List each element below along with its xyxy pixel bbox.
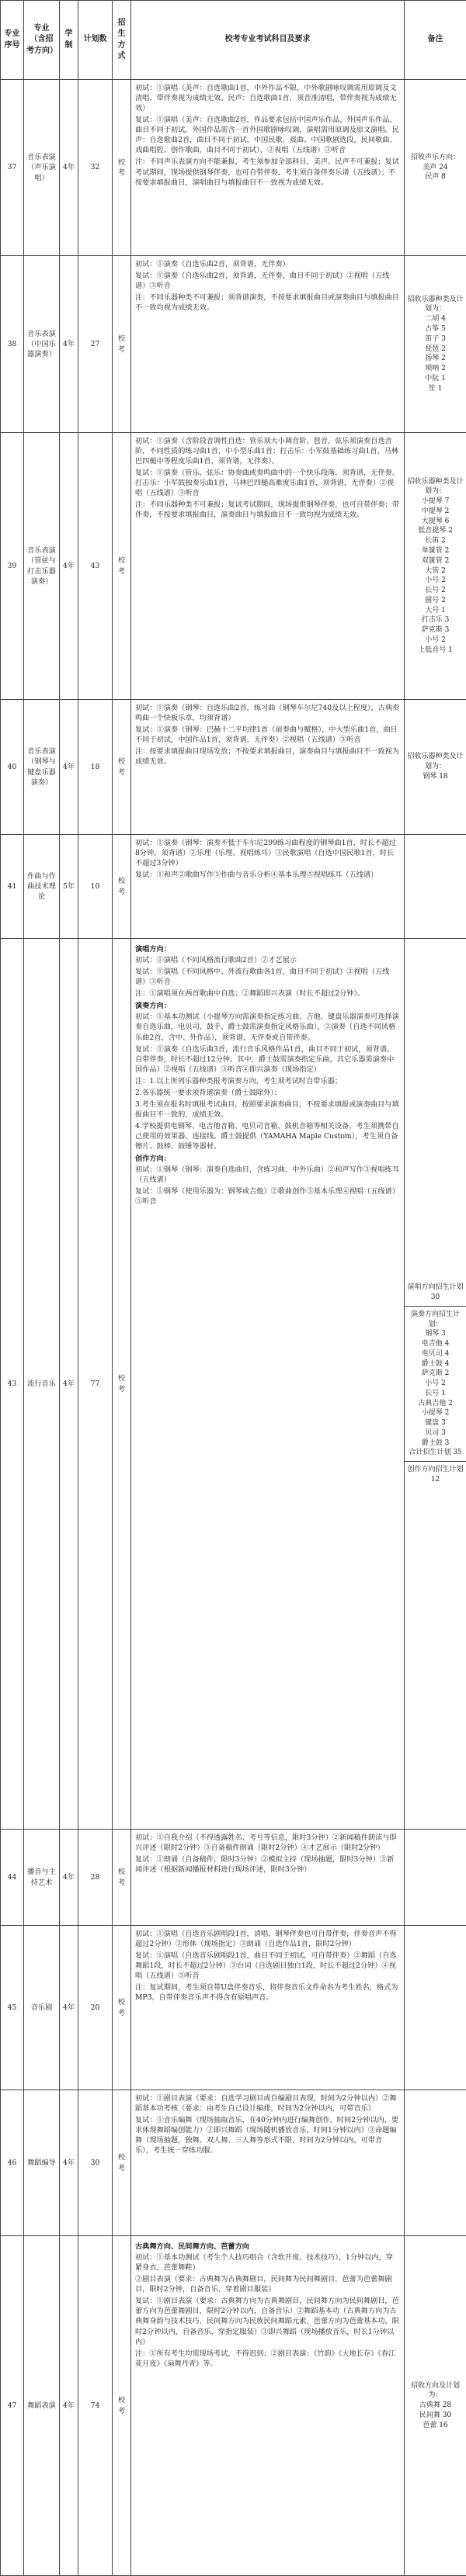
requirement-line: 初试：①演唱（自选音乐剧唱段1首，清唱，钢琴伴奏也可自带伴奏，伴奏音声不得超过2分钟）②形体（现场指定）③朗诵（自选作品1首，限时2分钟） xyxy=(135,1929,400,1949)
note-block xyxy=(407,1279,464,1306)
note-line: 小提琴 7 xyxy=(407,497,464,507)
note-line: 爵士鼓 4 xyxy=(407,1359,464,1369)
requirement-line: 初试：①演唱（不同风格流行歌曲2首）②才艺展示 xyxy=(135,955,400,965)
cell-requirements xyxy=(131,256,405,433)
requirement-line: 复试：①演奏（管乐、弦乐：协奏曲或奏鸣曲中的一个快乐段落，须背谱，无伴奏。打击乐：小军鼓独奏乐曲1首，马林巴四槌高难度乐曲1首，须背谱，无伴奏）②视唱（五线谱）③听音 xyxy=(135,468,400,498)
cell-years: 4年 xyxy=(60,1830,78,1926)
requirement-line: 复试：①演奏（自选乐曲3首，流行音乐风格作品1首，曲目不同于初试，须背谱，自带伴奏，时长不超过12分钟。其中，爵士鼓需演奏指定乐曲，其它乐器需演奏中国作品）②视唱（五线谱）③听音④即兴演奏（现场指定） xyxy=(135,1044,400,1075)
cell-note xyxy=(405,835,466,939)
cell-requirements xyxy=(131,433,405,700)
cell-years: 4年 xyxy=(60,80,78,256)
requirement-line: 注：按要求填报曲目现场发放；不按要求填报曲目，演奏曲目与填报曲目不一致视为成绩无效。 xyxy=(135,746,400,767)
note-line: 电吉他 4 xyxy=(407,1339,464,1349)
note-line: 古典吉他 2 xyxy=(407,1399,464,1409)
cell-num: 47 xyxy=(1,2236,24,2576)
note-line: 招收声乐方向： xyxy=(407,153,464,163)
cell-major: 音乐剧 xyxy=(24,1926,60,2090)
note-line: 芭蕾 16 xyxy=(407,2421,464,2431)
requirement-line: 复试：①钢琴（使用乐器为：钢琴或吉他）②歌曲创作③基本乐理④视唱（五线谱）⑤听音 xyxy=(135,1186,400,1207)
cell-plan: 20 xyxy=(78,1926,113,2090)
note-line: 民间舞 30 xyxy=(407,2411,464,2421)
requirement-line: 初试：①演唱（美声：自选歌曲1首，中外作品不限，中外歌剧咏叹调需用原调及文清唱，带伴奏视为成绩无效。民声：自选歌曲1首，须音准清唱，带伴奏视为成绩无效） xyxy=(135,83,400,113)
cell-note xyxy=(405,1926,466,2090)
cell-plan: 18 xyxy=(78,700,113,835)
section-title: 古典舞方向、民间舞方向、芭蕾方向 xyxy=(135,2242,400,2252)
requirement-line: 初试：①基本功测试（小提琴方向需演奏指定练习曲、吉他、键盘乐器演奏可选择演奏自选乐曲，电贝司、鼓手、爵士鼓需演奏指定风格乐曲），②演奏（自选不同风格乐曲2首，含中、外作品），须背谱，无伴奏或自带伴奏。 xyxy=(135,1012,400,1042)
cell-major: 流行音乐 xyxy=(24,939,60,1830)
requirement-line: 复试：①演唱（自选音乐剧唱段1首，曲目不同于初试，可自带伴奏）②舞蹈（自选舞蹈1段，时长不超过2分钟）③台词（自选剧目独白1段，时长不超过2分钟）④视唱（五线谱）⑤听音 xyxy=(135,1951,400,1981)
requirement-line: ②剧目表演（要求：古典舞为古典舞剧目，民间舞为民间舞剧目，芭蕾为芭蕾舞剧目，限时2分钟，自备音乐，穿着剧目服装） xyxy=(135,2274,400,2294)
note-line: 大号 1 xyxy=(407,606,464,616)
note-line: 扬琴 2 xyxy=(407,354,464,364)
cell-method: 校考 xyxy=(113,835,131,939)
cell-num: 37 xyxy=(1,80,24,256)
table-row xyxy=(1,80,466,256)
note-line: 低音提琴 2 xyxy=(407,526,464,536)
cell-requirements xyxy=(131,2090,405,2236)
header-major: 专业（含招考方向） xyxy=(24,1,60,80)
note-line: 萨克斯 3 xyxy=(407,625,464,635)
table-row xyxy=(1,939,466,1830)
note-line: 钢琴 18 xyxy=(407,772,464,782)
requirement-line: 初试：①剧目表演（要求：自选学习剧目或自编剧目表现，时间为2分钟以内）②舞蹈基本功考核（要求：由考生自己设计编排，时间为2分钟以内，可带音乐） xyxy=(135,2093,400,2114)
cell-method: 校考 xyxy=(113,433,131,700)
cell-method: 校考 xyxy=(113,1926,131,2090)
table-body xyxy=(1,80,466,2576)
cell-plan: 32 xyxy=(78,80,113,256)
note-line: 二胡 4 xyxy=(407,314,464,324)
requirement-line: 注：不同乐器种类不可兼报；复试考试期间，现场提供钢琴伴奏，也可自带伴奏；带伴奏，不按要求填报曲目，演奏曲目与填报曲目不一致均视为成绩无效。 xyxy=(135,500,400,520)
cell-num: 43 xyxy=(1,939,24,1830)
cell-requirements xyxy=(131,2236,405,2576)
cell-years: 4年 xyxy=(60,256,78,433)
note-line: 美声 24 xyxy=(407,163,464,173)
requirement-line: 注：①演唱须在两首歌曲中自选；②舞蹈即兴表演（时长不超过2分钟）。 xyxy=(135,989,400,999)
cell-num: 38 xyxy=(1,256,24,433)
note-line: 古筝 5 xyxy=(407,324,464,334)
requirement-line: 初试：①演奏（自选乐曲2首，须背谱，无伴奏） xyxy=(135,259,400,269)
note-line: 大管 2 xyxy=(407,566,464,576)
cell-major: 舞蹈编导 xyxy=(24,2090,60,2236)
cell-years: 4年 xyxy=(60,2090,78,2236)
requirement-line: 初试：①基本功测试（考生个人技巧组合（含软开度、技术技巧），1分钟以内，穿紧身衣，芭蕾舞鞋） xyxy=(135,2252,400,2273)
cell-plan: 43 xyxy=(78,433,113,700)
cell-plan: 10 xyxy=(78,835,113,939)
requirement-line: 2.各乐器统一要求须背谱演奏（爵士鼓除外）； xyxy=(135,1088,400,1098)
note-block xyxy=(407,2378,464,2434)
note-line: 电贝司 4 xyxy=(407,1349,464,1359)
cell-plan: 28 xyxy=(78,1830,113,1926)
requirement-line: 初试：①演奏（含阶段音调性自选：管乐须大小调音阶、琶音，弦乐须演奏自选音阶，不同性质的练习曲1首，中小型乐曲1首；打击乐：小军鼓基础练习曲1首，马林巴四槌中等程度乐曲1首，须背谱，无伴奏）。 xyxy=(135,436,400,466)
note-line: 演唱方向招生计划 30 xyxy=(407,1283,464,1303)
table-row xyxy=(1,1926,466,2090)
cell-num: 41 xyxy=(1,835,24,939)
cell-major: 作曲与作曲技术理论 xyxy=(24,835,60,939)
table-row xyxy=(1,433,466,700)
note-line: 上低音号 1 xyxy=(407,646,464,656)
cell-num: 44 xyxy=(1,1830,24,1926)
note-line: 唢呐 2 xyxy=(407,364,464,374)
cell-requirements xyxy=(131,835,405,939)
note-line: 中阮 1 xyxy=(407,374,464,384)
table-row xyxy=(1,256,466,433)
note-line: 圆号 2 xyxy=(407,596,464,606)
note-line: 键盘 3 xyxy=(407,1418,464,1428)
note-line: 招收乐器种类及计划为： xyxy=(407,752,464,772)
note-line: 长笛 2 xyxy=(407,536,464,546)
cell-requirements xyxy=(131,700,405,835)
requirement-line: 复试：①演唱（美声：自选歌曲2首，作品要求包括中国声乐作品、外国声乐作品，曲目不同于初试。外国作品需含一首外国歌剧咏叹调，演唱需用原调及原文演唱。民声：自选歌曲2首，曲目不同于初试，中国民歌、戏曲、中国歌剧选段，民间歌曲、戏曲唱腔、创作歌曲，曲目不同于初试），②视唱（五线谱）③听音 xyxy=(135,115,400,155)
cell-major: 音乐表演（声乐演唱） xyxy=(24,80,60,256)
cell-num: 40 xyxy=(1,700,24,835)
cell-note xyxy=(405,433,466,700)
cell-method: 校考 xyxy=(113,700,131,835)
cell-years: 4年 xyxy=(60,2236,78,2576)
header-note: 备注 xyxy=(405,1,466,80)
cell-requirements xyxy=(131,1830,405,1926)
requirement-line: 初试：①演奏（钢琴：演奏不低于车尔尼299练习曲程度的钢琴曲1首，时长不超过8分钟，须背谱）②乐理（乐理、视唱练耳）③民歌演唱（自选中国民歌1首，时长不超过3分钟） xyxy=(135,838,400,868)
requirement-line: 注：1.以上所列乐器种类报考演奏方向，考生须考试时自带乐器； xyxy=(135,1076,400,1086)
cell-plan: 30 xyxy=(78,2090,113,2236)
section-title: 演唱方向： xyxy=(135,944,400,954)
note-line: 双簧管 2 xyxy=(407,556,464,566)
requirement-line: 复试：①和声②歌曲写作③作曲与音乐分析④基本乐理⑤视唱练耳（五线谱） xyxy=(135,870,400,880)
requirement-line: 注：不同声乐表演方向不能兼报，考生须参加全部科目，美声、民声不可兼报；复试考试期间，现场提供钢琴伴奏，也可自带伴奏，考生须自备伴奏乐谱（五线谱）；不按要求填报曲目，演唱曲目与填报曲目不一致视为成绩无效。 xyxy=(135,157,400,187)
note-line: 合计招生计划 35 xyxy=(407,1448,464,1458)
cell-note xyxy=(405,1830,466,1926)
note-line: 爵士鼓 3 xyxy=(407,1439,464,1449)
note-line: 民声 8 xyxy=(407,172,464,182)
requirement-line: 复试：①朗诵（自备稿件，限时3分钟）②模拟主持（现场抽题，限时3分钟）③新闻评述（根据新闻播报材料进行现场评述，限时3分钟） xyxy=(135,1854,400,1875)
table-row xyxy=(1,835,466,939)
cell-num: 46 xyxy=(1,2090,24,2236)
cell-major: 音乐表演（中国乐器演奏） xyxy=(24,256,60,433)
cell-requirements xyxy=(131,1926,405,2090)
section-title: 创作方向： xyxy=(135,1154,400,1164)
requirement-line: 注：复试期间，考生须自带U盘伴奏音乐，将伴奏音乐文件命名为考生姓名，格式为MP3。自带伴奏音乐声不得含有原唱声音。 xyxy=(135,1982,400,2003)
cell-num: 39 xyxy=(1,433,24,700)
requirement-line: 初试：①自我介绍（不得透露姓名、考号等信息，限时3分钟）②新闻稿件朗读与即兴评述（限时2分钟）③自备稿件朗诵（限时2分钟）④才艺展示（限时2分钟） xyxy=(135,1833,400,1853)
header-num: 专业序号 xyxy=(1,1,24,80)
cell-years: 4年 xyxy=(60,700,78,835)
note-line: 大提琴 6 xyxy=(407,517,464,527)
note-line: 古典舞 28 xyxy=(407,2401,464,2411)
cell-note xyxy=(405,700,466,835)
cell-years: 5年 xyxy=(60,835,78,939)
note-line: 长号 2 xyxy=(407,586,464,596)
cell-method: 校考 xyxy=(113,80,131,256)
cell-major: 舞蹈表演 xyxy=(24,2236,60,2576)
requirement-line: 复试：①演奏（自选乐曲2首，须背谱，无伴奏，曲目不同于初试）②视唱（五线谱）③听音 xyxy=(135,271,400,291)
cell-method: 校考 xyxy=(113,1830,131,1926)
requirement-line: 复试：①演奏（钢琴：巴赫十二平均律1首（前奏曲与赋格），中大型乐曲1首，曲目不同于初试，中国作品1首，须背谱，无伴奏）②视唱（五线谱）③听音 xyxy=(135,725,400,745)
requirement-line: 4.学校提供电钢琴、电吉他音箱、电贝司音箱、鼓机音箱等相关设备，考生须携带自己使用的效果器、连接线。爵士鼓提供（YAMAHA Maple Custom），考生须自备镲片、鼓棒、鼓锤等器材。 xyxy=(135,1121,400,1151)
header-plan: 计划数 xyxy=(78,1,113,80)
note-line: 招收乐器种类及计划为： xyxy=(407,477,464,497)
cell-years: 4年 xyxy=(60,939,78,1830)
cell-method: 校考 xyxy=(113,939,131,1830)
note-line: 中提琴 2 xyxy=(407,507,464,517)
note-line: 长号 1 xyxy=(407,1389,464,1399)
note-line: 创作方向招生计划 12 xyxy=(407,1465,464,1485)
note-line: 小号 2 xyxy=(407,635,464,646)
cell-note xyxy=(405,256,466,433)
header-requirements: 校考专业考试科目及要求 xyxy=(131,1,405,80)
note-line: 小提琴 2 xyxy=(407,1408,464,1418)
requirement-line: 复试：①音乐编舞（现场抽取音乐，在40分钟内进行编舞创作，时间2分钟以内，要求体现舞蹈编创能力）②即兴舞蹈（现场随机播放音乐，时间1分钟以内）③命题编舞（现场抽题，独舞、双人舞、三人舞等形式不限，时间为2分钟以内，可带音乐），考生统一穿练功服。 xyxy=(135,2115,400,2155)
table-header-row xyxy=(1,1,466,80)
note-line: 笛子 3 xyxy=(407,334,464,345)
note-block xyxy=(407,1462,464,1488)
table-row xyxy=(1,2090,466,2236)
note-line: 钢琴 3 xyxy=(407,1329,464,1339)
cell-years: 4年 xyxy=(60,1926,78,2090)
cell-major: 播音与主持艺术 xyxy=(24,1830,60,1926)
requirement-line: 注：①所有考生均需现场考试，不得迟到；②剧目表演：《竹韵》《大地长存》《春江花月夜》《扇舞丹青》等。 xyxy=(135,2349,400,2369)
cell-requirements xyxy=(131,939,405,1830)
cell-major: 音乐表演（钢琴与键盘乐器演奏） xyxy=(24,700,60,835)
note-line: 萨克斯 2 xyxy=(407,1369,464,1379)
note-block xyxy=(407,1307,464,1461)
table-row xyxy=(1,2236,466,2576)
cell-note xyxy=(405,2090,466,2236)
cell-plan: 74 xyxy=(78,2236,113,2576)
cell-requirements xyxy=(131,80,405,256)
note-line: 贝司 3 xyxy=(407,1428,464,1439)
table-row xyxy=(1,700,466,835)
cell-note xyxy=(405,80,466,256)
requirement-line: 初试：①钢琴（钢琴：演奏自选曲目，含练习曲、中外乐曲）②和声写作③视唱练耳（五线谱） xyxy=(135,1165,400,1185)
cell-note xyxy=(405,939,466,1830)
cell-years: 4年 xyxy=(60,433,78,700)
requirement-line: 复试：①剧目表演（要求：古典舞方向为古典舞剧目，民间舞方向为民间舞剧目，芭蕾方向为芭蕾舞剧目，限时2分钟以内，自备音乐）②舞蹈基本功（古典舞方向为古典舞身韵与技术技巧，民间舞方向为民族民间舞蹈元素，芭蕾方向为芭蕾基本功，限时2分钟以内，自备音乐，穿指定服装）③即兴舞蹈（现场播放音乐，时长1分钟以内） xyxy=(135,2296,400,2346)
note-line: 招收方向及计划为： xyxy=(407,2381,464,2401)
section-title: 演奏方向： xyxy=(135,1001,400,1011)
table-row xyxy=(1,1830,466,1926)
cell-method: 校考 xyxy=(113,256,131,433)
requirement-line: 初试：①演奏（钢琴：自选乐曲2首，练习曲（钢琴车尔尼740及以上程度），古典奏鸣曲一个快板乐章，均须背谱） xyxy=(135,703,400,723)
cell-method: 校考 xyxy=(113,2090,131,2236)
note-line: 小号 2 xyxy=(407,576,464,586)
note-line: 小号 2 xyxy=(407,1379,464,1389)
header-years: 学制 xyxy=(60,1,78,80)
header-method: 招生方式 xyxy=(113,1,131,80)
cell-plan: 27 xyxy=(78,256,113,433)
cell-plan: 77 xyxy=(78,939,113,1830)
cell-num: 45 xyxy=(1,1926,24,2090)
note-line: 单簧管 2 xyxy=(407,546,464,556)
requirement-line: 3.考生须在报名时填报考试曲目，按照要求演奏曲目，不按要求填报或演奏曲目与填报曲目不一致的，成绩无效。 xyxy=(135,1099,400,1120)
note-line: 笙 1 xyxy=(407,384,464,394)
note-line: 招收乐器种类及计划为： xyxy=(407,295,464,315)
cell-major: 音乐表演（管弦与打击乐器演奏） xyxy=(24,433,60,700)
requirement-line: 注：不同乐器种类不可兼报；须背谱演奏，不按要求填报曲目或演奏曲目与填报曲目不一致均视为成绩无效。 xyxy=(135,293,400,313)
cell-method: 校考 xyxy=(113,2236,131,2576)
cell-note xyxy=(405,2236,466,2576)
note-line: 琵琶 2 xyxy=(407,345,464,355)
note-line: 打击乐 3 xyxy=(407,615,464,625)
requirement-line: 复试：①演唱（不同风格中、外流行歌曲各1首，曲目不同于初试）②视唱（五线谱）③听音 xyxy=(135,967,400,987)
note-line: 演奏方向招生计划： xyxy=(407,1310,464,1330)
